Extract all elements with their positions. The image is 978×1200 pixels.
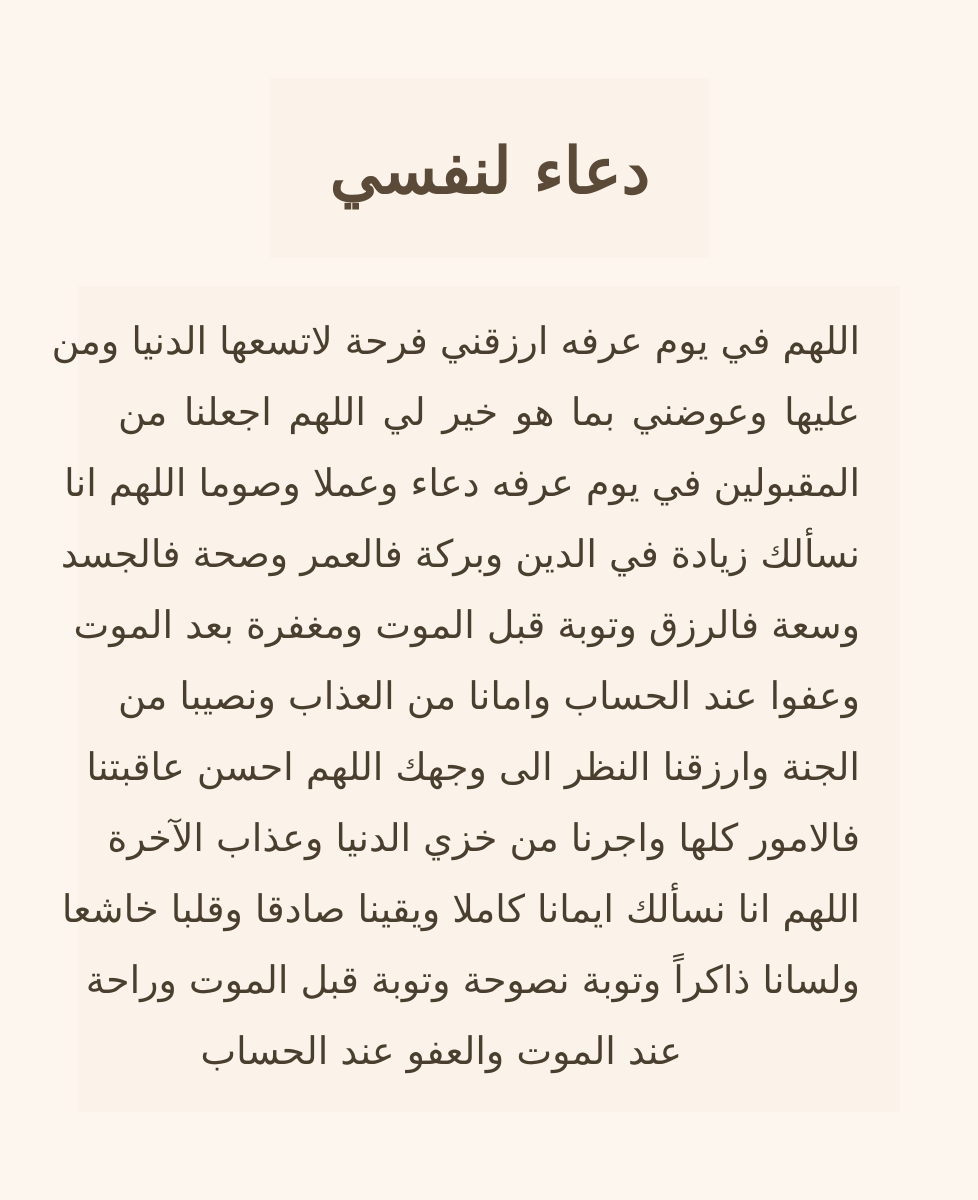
prayer-line-6: وعفوا عند الحساب وامانا من العذاب ونصيبا من bbox=[118, 674, 860, 718]
prayer-line-7: الجنة وارزقنا النظر الى وجهك اللهم احسن عاقبتنا bbox=[86, 745, 860, 789]
prayer-line-3: المقبولين في يوم عرفه دعاء وعملا وصوما اللهم انا bbox=[64, 461, 860, 505]
prayer-line-1: اللهم في يوم عرفه ارزقني فرحة لاتسعها الدنيا ومن bbox=[51, 319, 860, 363]
prayer-line-11: عند الموت والعفو عند الحساب bbox=[200, 1029, 682, 1073]
prayer-text bbox=[51, 306, 860, 1106]
prayer-line-5: وسعة فالرزق وتوبة قبل الموت ومغفرة بعد الموت bbox=[73, 603, 860, 647]
title-panel bbox=[270, 78, 710, 258]
prayer-line-8: فالامور كلها واجرنا من خزي الدنيا وعذاب الآخرة bbox=[107, 816, 860, 860]
prayer-panel bbox=[51, 286, 900, 1112]
prayer-line-9: اللهم انا نسألك ايمانا كاملا ويقينا صادقا وقلبا خاشعا bbox=[61, 887, 860, 931]
prayer-line-4: نسألك زيادة في الدين وبركة فالعمر وصحة فالجسد bbox=[60, 532, 860, 576]
prayer-line-2: عليها وعوضني بما هو خير لي اللهم اجعلنا من bbox=[118, 390, 860, 434]
page-title: دعاء لنفسي bbox=[329, 134, 651, 209]
prayer-line-10: ولسانا ذاكراً وتوبة نصوحة وتوبة قبل الموت وراحة bbox=[85, 958, 860, 1002]
